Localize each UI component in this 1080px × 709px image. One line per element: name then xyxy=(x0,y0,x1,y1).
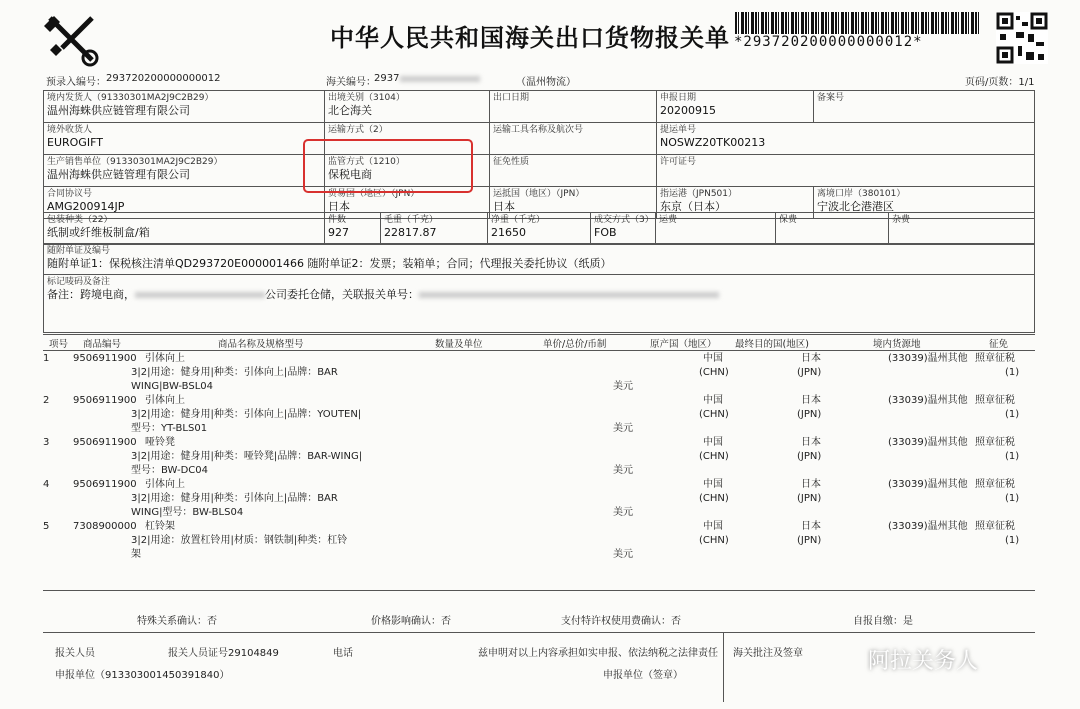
goods-list xyxy=(43,350,1035,591)
page-count: 页码/页数：1/1 xyxy=(965,77,1035,88)
cell-port: 指运港（JPN501） 东京（日本） xyxy=(657,187,814,219)
cell-transport-tool: 运输工具名称及航次号 xyxy=(490,123,657,155)
legal-statement: 兹申明对以上内容承担如实申报、依法纳税之法律责任 xyxy=(478,648,718,659)
cell-domestic-shipper: 境内发货人（91330301MA2J9C2B29） 温州海蛛供应链管理有限公司 xyxy=(44,91,325,123)
cell-contract: 合同协议号 AMG200914JP xyxy=(44,187,325,219)
docs-grid xyxy=(43,243,1035,333)
cell-gross-weight: 毛重（千克） 22817.87 xyxy=(381,213,488,245)
cell-freight: 运费 xyxy=(656,213,776,245)
cell-declare-date: 申报日期 20200915 xyxy=(657,91,814,123)
cell-exit-customs: 出境关别（3104） 北仑海关 xyxy=(325,91,490,123)
goods-col-tax: 征免 xyxy=(989,339,1009,350)
self-pay: 自报自缴：是 xyxy=(853,616,913,627)
cell-deal-mode: 成交方式（3） FOB xyxy=(591,213,656,245)
cell-bill-no: 提运单号 NOSWZ20TK00213 xyxy=(657,123,1035,155)
goods-row: 3 9506911900 哑铃凳 3|2|用途：健身用|种类：哑铃凳|品牌：BAR-WING| 型号：BW-DC04 美元 中国 (CHN) 日本 (JPN) (33039)温州其他 照章征税 (1) xyxy=(43,437,1020,476)
goods-row: 5 7308900000 杠铃架 3|2|用途：放置杠铃用|材质：钢铁制|种类：杠铃 架 美元 中国 (CHN) 日本 (JPN) (33039)温州其他 照章征税 (1) xyxy=(43,521,1020,560)
goods-row: 2 9506911900 引体向上 3|2|用途：健身用|种类：引体向上|品牌：YOUTEN| 型号：YT-BLS01 美元 中国 (CHN) 日本 (JPN) (33039)温州其他 照章征税 (1) xyxy=(43,395,1020,434)
preentry-number: 293720200000000012 xyxy=(106,73,221,84)
cell-insurance: 保费 xyxy=(776,213,889,245)
cell-transport-mode: 运输方式（2） xyxy=(325,123,490,155)
cell-package: 包装种类（22） 纸制或纤维板制盒/箱 xyxy=(44,213,325,245)
customs-emblem-icon xyxy=(42,12,102,68)
goods-header xyxy=(43,334,1035,351)
redacted-customs-no xyxy=(400,76,480,82)
goods-col-no: 项号 xyxy=(49,339,69,350)
declarant-number: 报关人员证号29104849 xyxy=(168,648,279,659)
supervision-highlight-box xyxy=(303,139,473,193)
cell-arrival-country: 运抵国（地区）（JPN） 日本 xyxy=(490,187,657,219)
goods-col-origin: 原产国（地区） xyxy=(650,339,717,350)
barcode-number: *293720200000000012* xyxy=(734,34,923,50)
customs-no-value: 2937 xyxy=(374,73,400,84)
preentry-label: 预录入编号： xyxy=(46,77,106,88)
goods-col-code: 商品编号 xyxy=(83,339,122,350)
special-relation: 特殊关系确认：否 xyxy=(137,616,217,627)
price-effect: 价格影响确认：否 xyxy=(371,616,451,627)
customs-no-label: 海关编号： xyxy=(326,77,376,88)
cell-export-date: 出口日期 xyxy=(490,91,657,123)
watermark: 阿拉关务人 xyxy=(868,649,979,674)
cell-pieces: 件数 927 xyxy=(325,213,381,245)
phone-label: 电话 xyxy=(333,648,353,659)
cell-attached-docs: 随附单证及编号 随附单证1：保税核注清单QD293720E000001466 随附单证2：发票；装箱单；合同；代理报关委托协议（纸质） xyxy=(44,244,1035,275)
package-grid xyxy=(43,212,1035,245)
cell-producer: 生产销售单位（91330301MA2J9C2B29） 温州海蛛供应链管理有限公司 xyxy=(44,155,325,187)
goods-col-price: 单价/总价/币制 xyxy=(543,339,607,350)
customs-place: （温州物流） xyxy=(516,77,576,88)
goods-row: 4 9506911900 引体向上 3|2|用途：健身用|种类：引体向上|品牌：BAR WING|型号：BW-BLS04 美元 中国 (CHN) 日本 (JPN) (33039)温州其他 照章征税 (1) xyxy=(43,479,1020,518)
royalty-confirm: 支付特许权使用费确认：否 xyxy=(561,616,681,627)
declare-unit-signature: 申报单位（签章） xyxy=(603,670,683,681)
customs-approval-label: 海关批注及签章 xyxy=(733,648,803,659)
goods-col-qty: 数量及单位 xyxy=(435,339,483,350)
declaration-grid xyxy=(43,90,1035,219)
cell-marks: 标记唛码及备注 备注：跨境电商， 公司委托仓储，关联报关单号： xyxy=(44,275,1035,333)
form-title: 中华人民共和国海关出口货物报关单 xyxy=(330,24,730,52)
cell-supervision: 监管方式（1210） 保税电商 xyxy=(325,155,490,187)
cell-tax-nature: 征免性质 xyxy=(490,155,657,187)
cell-misc: 杂费 xyxy=(889,213,1035,245)
barcode xyxy=(735,12,980,34)
cell-trade-country: 贸易国（地区）（JPN） 日本 xyxy=(325,187,490,219)
goods-col-name: 商品名称及规格型号 xyxy=(218,339,304,350)
cell-exit-port: 离境口岸（380101） 宁波北仑港港区 xyxy=(814,187,1035,219)
cell-license: 许可证号 xyxy=(657,155,1035,187)
declarant-label: 报关人员 xyxy=(55,648,95,659)
goods-row: 1 9506911900 引体向上 3|2|用途：健身用|种类：引体向上|品牌：BAR WING|BW-BSL04 美元 中国 (CHN) 日本 (JPN) (33039)温州其他 照章征税 (1) xyxy=(43,353,1020,392)
goods-col-dest: 最终目的国(地区) xyxy=(735,339,809,350)
qr-code-icon xyxy=(996,12,1048,64)
goods-col-source: 境内货源地 xyxy=(873,339,921,350)
cell-net-weight: 净重（千克） 21650 xyxy=(488,213,591,245)
cell-record-no: 备案号 xyxy=(814,91,1035,123)
declare-unit: 申报单位（913303001450391840） xyxy=(55,670,230,681)
cell-overseas-consignee: 境外收货人 EUROGIFT xyxy=(44,123,325,155)
